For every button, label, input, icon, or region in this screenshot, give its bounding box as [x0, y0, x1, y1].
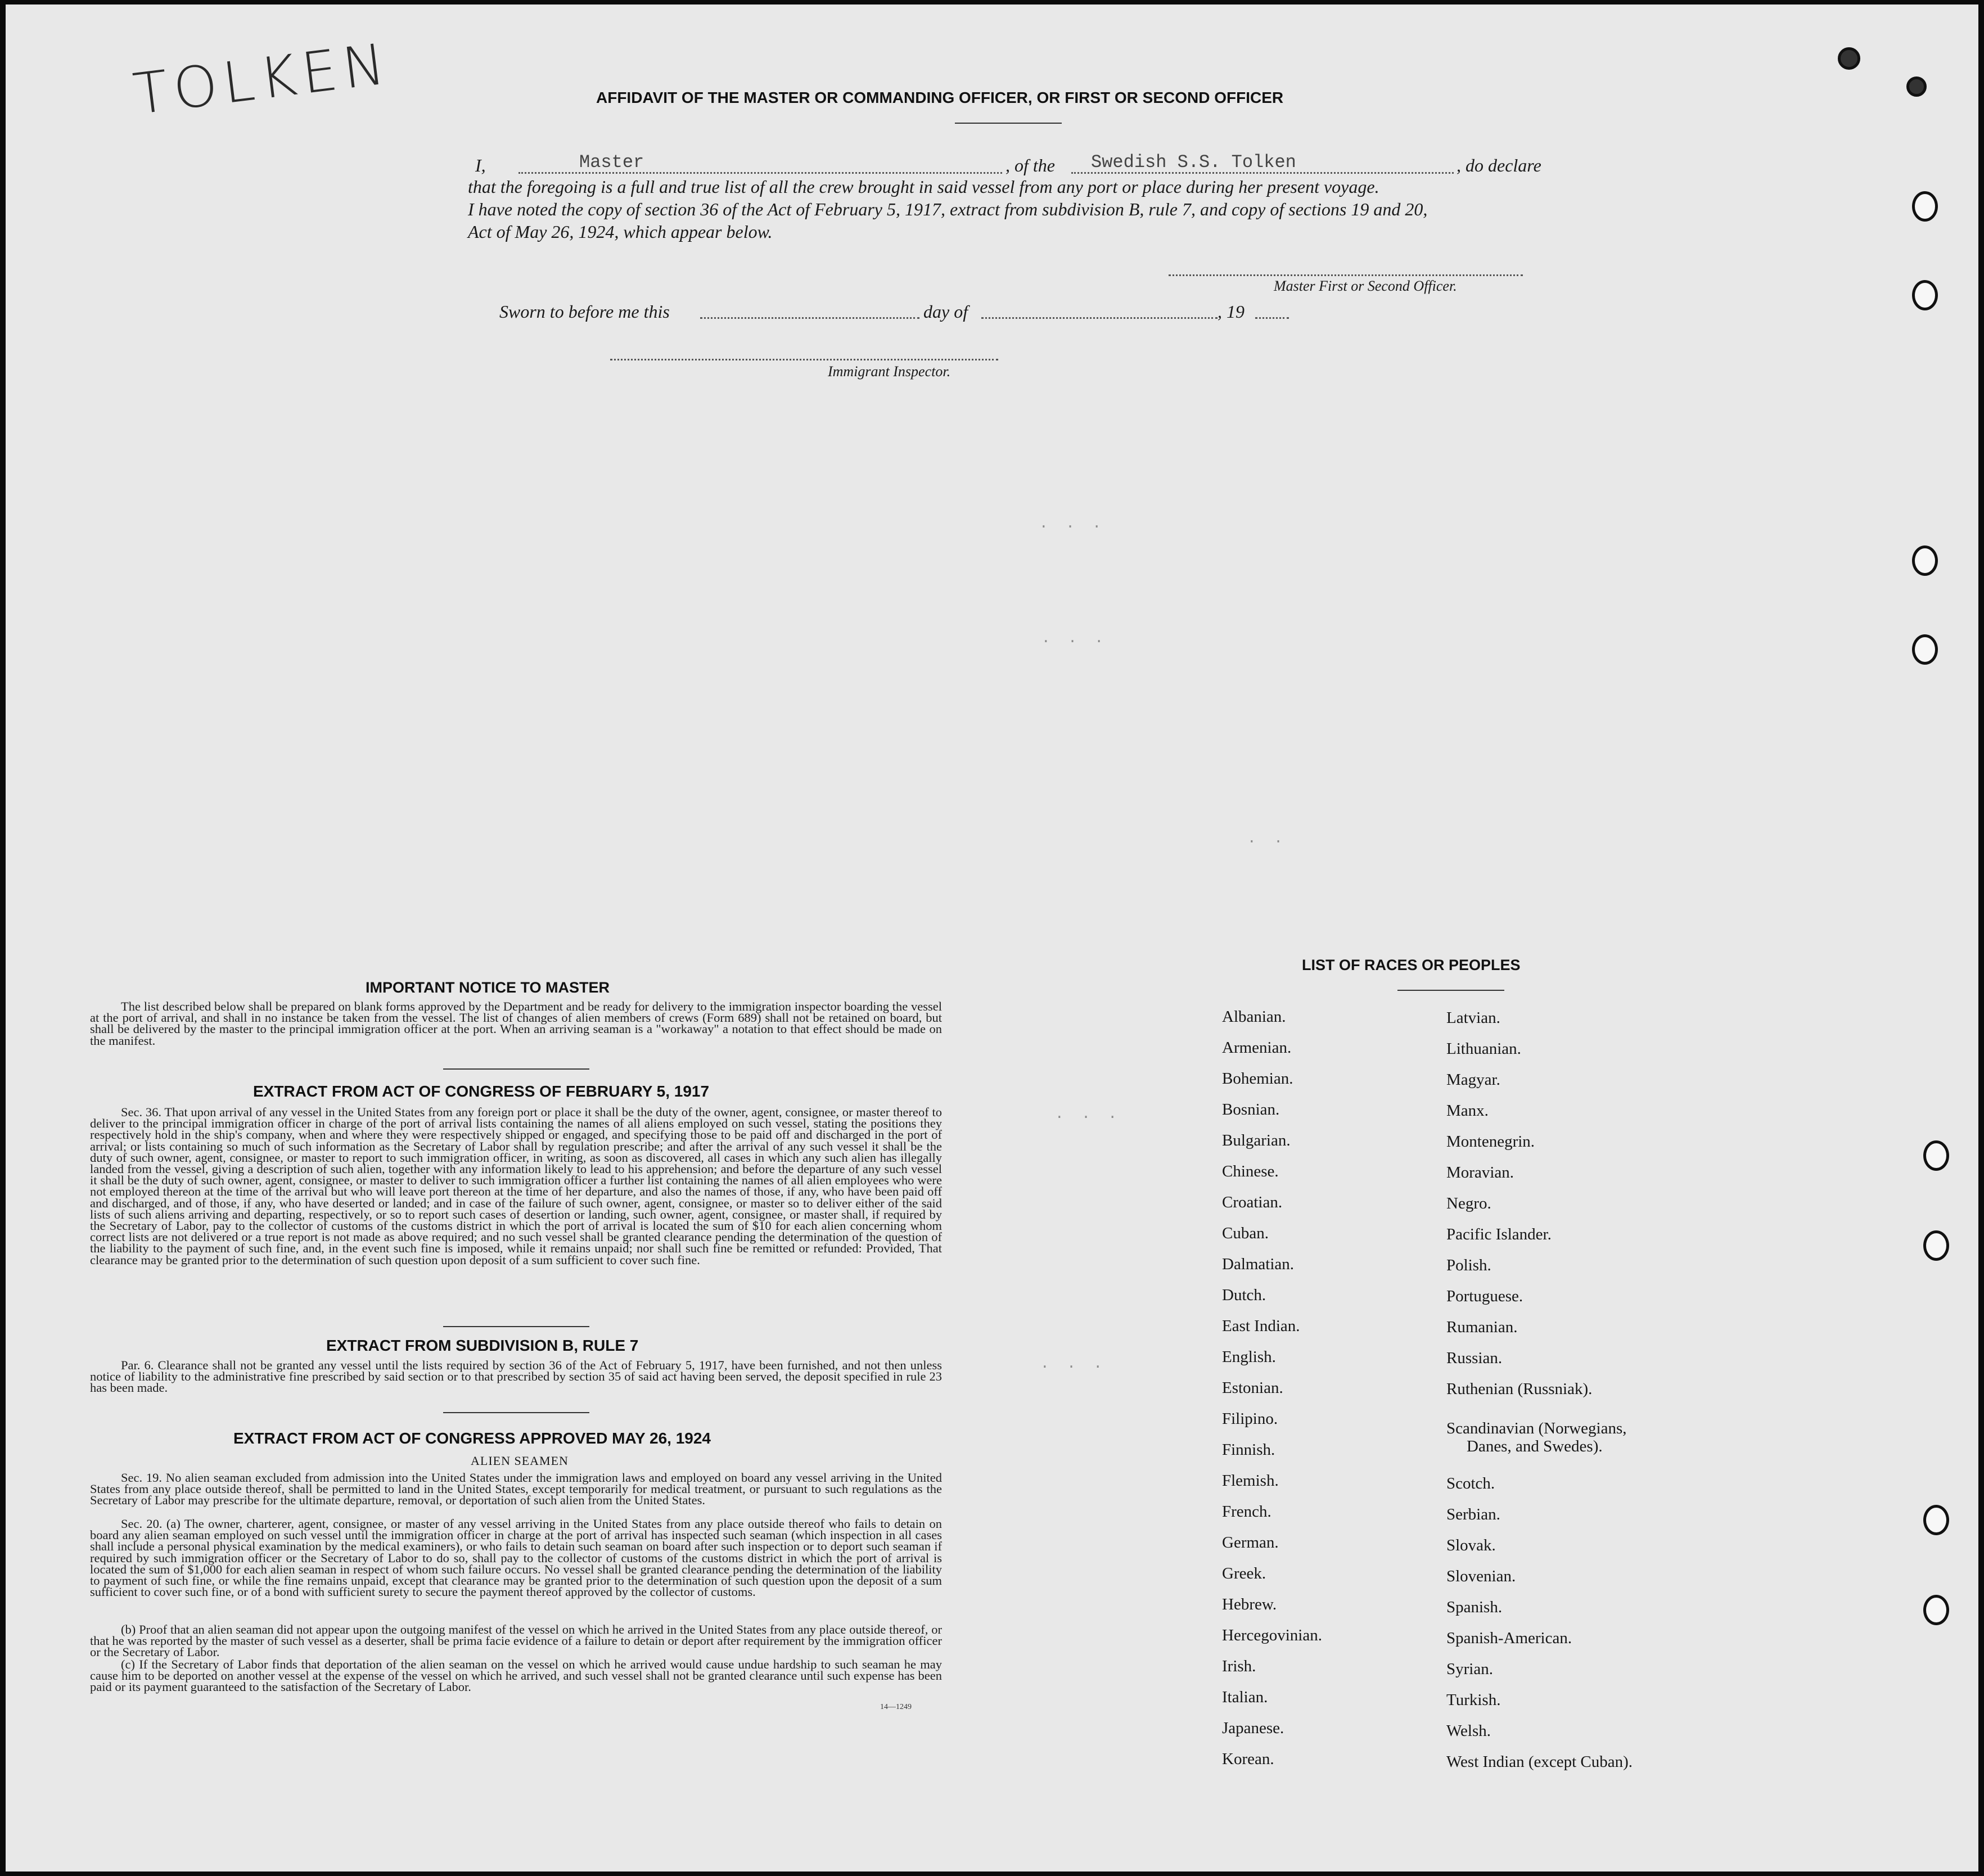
signature-caption: Master First or Second Officer. [1274, 278, 1457, 294]
race-item: Estonian. [1222, 1379, 1283, 1397]
race-item: Scandinavian (Norwegians, [1446, 1419, 1627, 1437]
form-number: 14—1249 [880, 1703, 912, 1711]
bleed-through: . . . [1041, 630, 1108, 647]
affidavit-do-declare: , do declare [1457, 155, 1541, 175]
affidavit-i-label: I, [475, 155, 486, 175]
extract-1924-title: EXTRACT FROM ACT OF CONGRESS APPROVED MAY 26, 1924 [233, 1429, 711, 1447]
race-item: Irish. [1222, 1657, 1256, 1675]
race-item: Welsh. [1446, 1722, 1491, 1740]
race-item: Flemish. [1222, 1472, 1279, 1490]
punch-hole [1838, 47, 1860, 70]
bleed-through: . . . [1040, 1355, 1107, 1372]
affidavit-title: AFFIDAVIT OF THE MASTER OR COMMANDING OFFICER, OR FIRST OR SECOND OFFICER [596, 89, 1284, 106]
race-item: French. [1222, 1503, 1271, 1521]
sworn-month-line [981, 317, 1218, 319]
year-label: , 19 [1218, 301, 1244, 322]
race-item: Greek. [1222, 1564, 1266, 1582]
race-item: Danes, and Swedes). [1467, 1437, 1603, 1455]
race-item: Slovenian. [1446, 1567, 1516, 1585]
race-item: Ruthenian (Russniak). [1446, 1380, 1593, 1398]
race-item: Korean. [1222, 1750, 1274, 1768]
race-item: Dutch. [1222, 1286, 1266, 1304]
divider [443, 1068, 589, 1070]
day-of-label: day of [923, 301, 968, 322]
punch-hole [1912, 545, 1938, 576]
race-item: Moravian. [1446, 1164, 1514, 1181]
punch-hole [1912, 634, 1938, 665]
divider [443, 1326, 589, 1327]
sworn-year-line [1255, 317, 1289, 319]
race-item: Croatian. [1222, 1193, 1283, 1211]
race-item: Serbian. [1446, 1505, 1500, 1523]
punch-hole [1923, 1595, 1949, 1625]
divider [1397, 990, 1504, 991]
race-item: Rumanian. [1446, 1318, 1518, 1336]
affidavit-line-3: I have noted the copy of section 36 of the Act of February 5, 1917, extract from subdivision B, rule 7, and copy of sections 19 and 20, [468, 199, 1428, 219]
race-item: Magyar. [1446, 1071, 1500, 1089]
divider [955, 123, 1062, 124]
divider [443, 1412, 589, 1413]
race-item: Japanese. [1222, 1719, 1284, 1737]
race-item: Pacific Islander. [1446, 1225, 1552, 1243]
bleed-through: . . . [1055, 1106, 1122, 1122]
race-item: Hercegovinian. [1222, 1626, 1322, 1644]
vessel-field-value: Swedish S.S. Tolken [1091, 152, 1296, 173]
race-item: Russian. [1446, 1349, 1503, 1367]
punch-hole [1912, 280, 1938, 310]
race-item: Manx. [1446, 1102, 1489, 1120]
race-item: Armenian. [1222, 1039, 1292, 1057]
race-item: Montenegrin. [1446, 1133, 1535, 1151]
race-item: Scotch. [1446, 1474, 1495, 1492]
race-item: Latvian. [1446, 1009, 1500, 1027]
punch-hole [1923, 1505, 1949, 1535]
extract-rule7-text: Par. 6. Clearance shall not be granted any vessel until the lists required by section 36 of the Act of February 5, 1917, have been furnished, and not then unless notice of liability to the administrative fine prescribed by said section or to that prescribed by section 35 of said act having been served, the deposit specified in rule 23 has been made. [90, 1358, 942, 1395]
handwritten-note: TOLKEN [129, 30, 394, 128]
race-item: Slovak. [1446, 1536, 1496, 1554]
race-item: Finnish. [1222, 1441, 1275, 1459]
inspector-caption: Immigrant Inspector. [828, 363, 951, 380]
punch-hole [1923, 1140, 1949, 1171]
race-item: Italian. [1222, 1688, 1268, 1706]
race-item: Negro. [1446, 1194, 1491, 1212]
race-item: German. [1222, 1534, 1279, 1552]
sec-20c-text: (c) If the Secretary of Labor finds that deportation of the alien seaman on the vessel on which he arrived would cause undue hardship to such seaman he may cause him to be deported on another vessel at the expense of the vessel on which he arrived, and such vessel shall not be granted clearance until such expense has been paid or its payment guaranteed to the satisfaction of the Secretary of Labor. [90, 1657, 942, 1694]
race-item: Spanish-American. [1446, 1629, 1572, 1647]
race-item: Spanish. [1446, 1598, 1503, 1616]
bleed-through: . . [1247, 830, 1287, 847]
form-page [6, 4, 1978, 1872]
sec-20a-text: Sec. 20. (a) The owner, charterer, agent, consignee, or master of any vessel arriving in the United States from any place outside thereof who fails to detain on board any alien seaman employed on such vessel until the immigration officer in charge at the port of arrival has inspected such seaman (which inspection in all cases shall include a personal physical examination by the medical examiners), or who fails to detain such seaman on board after such inspection or to deport such seaman if required by such immigration officer or the Secretary of Labor to do so, shall pay to the collector of customs of the customs district in which the port of arrival is located the sum of $1,000 for each alien seaman in respect of whom such failure occurs. No vessel shall be granted clearance pending the determination of the liability to payment of such fine, or while the fine remains unpaid, except that clearance may be granted prior to the determination of such question upon the deposit of a sum sufficient to cover such fine, or of a bond with sufficient surety to secure the payment thereof approved by the collector of customs. [90, 1517, 942, 1599]
race-item: Cuban. [1222, 1224, 1269, 1242]
notice-text: The list described below shall be prepared on blank forms approved by the Department and be ready for delivery to the immigration inspector boarding the vessel at the port of arrival, and shall in no instance be taken from the vessel. The list of changes of alien members of crews (Form 689) shall not be retained on board, but shall be delivered by the master to the principal immigration officer at the port. When an arriving seaman is a "workaway" a notation to that effect should be made on the manifest. [90, 999, 942, 1048]
extract-1917-text: Sec. 36. That upon arrival of any vessel in the United States from any foreign port or place it shall be the duty of the owner, agent, consignee, or master thereof to deliver to the principal immigration officer in charge of the port of arrival lists containing the names of all aliens employed on such vessel, stating the positions they respectively hold in the ship's company, when and where they were respectively shipped or engaged, and specifying those to be paid off and discharged in the port of arrival; or lists containing so much of such information as the Secretary of Labor shall by regulation prescribe; and after the arrival of any such vessel it shall be the duty of such owner, agent, consignee, or master to report to such immigration officer, in writing, as soon as discovered, all cases in which any such alien has illegally landed from the vessel, giving a description of such alien, together with any information likely to lead to his apprehension; and before the departure of any such vessel it shall be the duty of such owner, agent, consignee, or master to deliver to such immigration officer a further list containing the names of all alien employees who were not employed thereon at the time of the arrival but who will leave port thereon at the time of her departure, and also the names of those, if any, who have been paid off and discharged, and of those, if any, who have deserted or landed; and in case of the failure of such owner, agent, consignee, or master so to deliver either of the said lists of such aliens arriving and departing, respectively, or so to report such cases of desertion or landing, such owner, agent, consignee, or master shall, if required by the Secretary of Labor, pay to the collector of customs of the customs district in which the port of arrival is located the sum of $10 for each alien concerning whom correct lists are not delivered or a true report is not made as above required; and no such vessel shall be granted clearance pending the determination of the question of the liability to the payment of such fine, and, in the event such fine is imposed, while it remains unpaid; nor shall such fine be remitted or refunded: Provided, That clearance may be granted prior to the determination of such question upon deposit of a sum sufficient to cover such fine. [90, 1105, 942, 1267]
races-title: LIST OF RACES OR PEOPLES [1302, 957, 1521, 973]
punch-hole [1912, 191, 1938, 222]
punch-hole [1923, 1230, 1949, 1261]
race-item: Hebrew. [1222, 1595, 1277, 1613]
race-item: Chinese. [1222, 1162, 1279, 1180]
race-item: Albanian. [1222, 1008, 1286, 1026]
inspector-line [610, 359, 998, 360]
race-item: Bosnian. [1222, 1101, 1280, 1119]
sec-20b-text: (b) Proof that an alien seaman did not appear upon the outgoing manifest of the vessel on which he arrived in the United States from any place outside thereof, or that he was reported by the master of such vessel as a deserter, shall be prima facie evidence of a failure to detain or deport after requirement by the immigration officer or the Secretary of Labor. [90, 1622, 942, 1659]
sworn-day-line [700, 317, 919, 319]
race-item: Turkish. [1446, 1691, 1501, 1709]
race-item: Bohemian. [1222, 1070, 1293, 1088]
race-item: Portuguese. [1446, 1287, 1523, 1305]
race-item: Syrian. [1446, 1660, 1493, 1678]
affidavit-of-the-label: , of the [1005, 155, 1055, 175]
extract-1924-subtitle: ALIEN SEAMEN [471, 1454, 569, 1468]
race-item: English. [1222, 1348, 1276, 1366]
race-item: Lithuanian. [1446, 1040, 1521, 1058]
affidavit-line-4: Act of May 26, 1924, which appear below. [468, 222, 773, 242]
punch-hole [1906, 76, 1927, 97]
extract-1917-title: EXTRACT FROM ACT OF CONGRESS OF FEBRUARY 5, 1917 [253, 1083, 710, 1100]
race-item: Dalmatian. [1222, 1255, 1295, 1273]
race-item: East Indian. [1222, 1317, 1300, 1335]
sworn-label: Sworn to before me this [499, 301, 670, 322]
sec-19-text: Sec. 19. No alien seaman excluded from admission into the United States under the immigration laws and employed on board any vessel arriving in the United States from any place outside thereof, shall be permitted to land in the United States, except temporarily for medical treatment, or pursuant to such regulations as the Secretary of Labor may prescribe for the ultimate departure, removal, or deportation of such alien from the United States. [90, 1471, 942, 1508]
notice-title: IMPORTANT NOTICE TO MASTER [366, 979, 610, 996]
race-item: Polish. [1446, 1256, 1491, 1274]
race-item: Filipino. [1222, 1410, 1278, 1428]
race-item: West Indian (except Cuban). [1446, 1753, 1633, 1771]
affidavit-line-2: that the foregoing is a full and true list of all the crew brought in said vessel from any port or place during her present voyage. [468, 177, 1379, 197]
extract-rule7-title: EXTRACT FROM SUBDIVISION B, RULE 7 [326, 1337, 639, 1354]
bleed-through: . . . [1039, 515, 1106, 532]
signature-line [1169, 274, 1523, 276]
race-item: Bulgarian. [1222, 1131, 1291, 1149]
name-field-value: Master [579, 152, 644, 173]
